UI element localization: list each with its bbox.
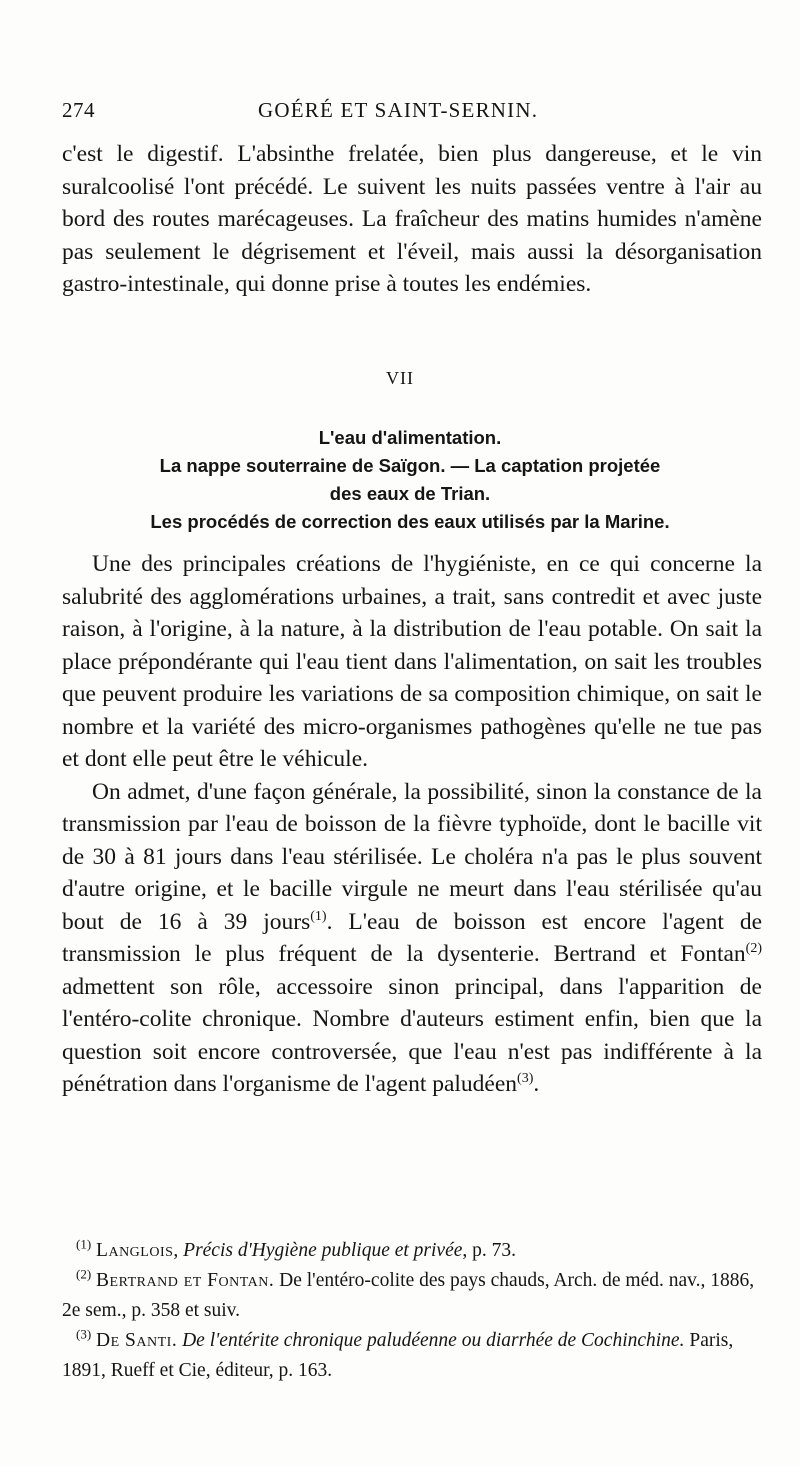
footnote xyxy=(62,1266,762,1326)
footnote-rest: De l'entéro-colite des pays chauds, Arch. de méd. nav., 1886, 2e sem., p. 358 et suiv. xyxy=(62,1270,755,1321)
footnote-author: De Santi. xyxy=(96,1330,178,1351)
footnote-ref: (2) xyxy=(745,941,762,957)
footnote-mark: (1) xyxy=(76,1236,92,1252)
footnote-author: Langlois xyxy=(96,1240,174,1261)
footnote-ref: (1) xyxy=(310,908,327,924)
section-number: VII xyxy=(386,368,414,388)
footnote-mark: (3) xyxy=(76,1326,92,1342)
footnote: $^{(1)}$ Langlois, Précis d'Hygiène publique et privée, p. 73. xyxy=(76,1236,517,1261)
section-heading-line: des eaux de Trian. xyxy=(329,483,491,504)
body-paragraph: Une des principales créations de l'hygiéniste, en ce qui concerne la salubrité des agglomérations urbaines, a trait, sans contredit et avec juste raison, à l'origine, à la nature, à la distribution de l'eau potable. On sait la place prépondérante qui l'eau tient dans l'alimentation, on sait les troubles que peuvent produire les variations de sa composition chimique, on sait le nombre et la variété des micro-organismes pathogènes qu'elle ne tue pas et dont elle peut être le véhicule. xyxy=(62,551,762,772)
footnote-rest: , p. 73. xyxy=(462,1240,517,1261)
footnotes xyxy=(62,1236,762,1386)
paragraph-text: On admet, d'une façon générale, la possibilité, sinon la constance de la transmission par l'eau de boisson de la fièvre typhoïde, dont le bacille vit de 30 à 81 jours dans l'eau stérilisée. Le choléra n'a pas le plus souvent d'autre origine, et le bacille virgule ne meurt dans l'eau stérilisée qu'au bout de 16 à 39 jours xyxy=(62,778,762,935)
section-heading xyxy=(60,424,760,536)
footnote-title: De l'entérite chronique paludéenne ou diarrhée de Cochinchine. xyxy=(182,1330,685,1351)
footnote-rest: Paris, 1891, Rueff et Cie, éditeur, p. 163. xyxy=(62,1330,734,1381)
footnote-author: Bertrand et Fontan. xyxy=(96,1270,275,1291)
running-title: GOÉRÉ ET SAINT-SERNIN. xyxy=(258,98,539,122)
page-number: 274 xyxy=(62,98,95,122)
footnote-title: Précis d'Hygiène publique et privée xyxy=(183,1240,463,1261)
footnote xyxy=(62,1326,762,1386)
footnote-mark: (2) xyxy=(76,1266,92,1282)
paragraph-text: . xyxy=(533,1071,540,1097)
continuation-paragraph: c'est le digestif. L'absinthe frelatée, bien plus dangereuse, et le vin suralcoolisé l'ont précédé. Le suivent les nuits passées ventre à l'air au bord des routes marécageuses. La fraîcheur des matins humides n'amène pas seulement le dégrisement et l'éveil, mais aussi la désorganisation gastro-intestinale, qui donne prise à toutes les endémies. xyxy=(62,141,762,297)
section-body xyxy=(62,548,762,1101)
section-heading-line: L'eau d'alimentation. xyxy=(318,427,502,448)
section-heading-line: La nappe souterraine de Saïgon. — La captation projetée xyxy=(159,455,661,476)
paragraph-text: . L'eau de boisson est encore l'agent de transmission le plus fréquent de la dysenterie. Bertrand et Fontan xyxy=(62,908,762,967)
paragraph-text: admettent son rôle, accessoire sinon principal, dans l'apparition de l'entéro-colite chronique. Nombre d'auteurs estiment enfin, bien que la question soit encore controversée, que l'eau n'est pas indifférente à la pénétration dans l'organisme de l'agent paludéen xyxy=(62,973,762,1097)
page-header xyxy=(62,98,742,130)
body-paragraph xyxy=(62,776,762,1101)
section-heading-line: Les procédés de correction des eaux utilisés par la Marine. xyxy=(150,511,670,532)
footnote-ref: (3) xyxy=(517,1071,534,1087)
